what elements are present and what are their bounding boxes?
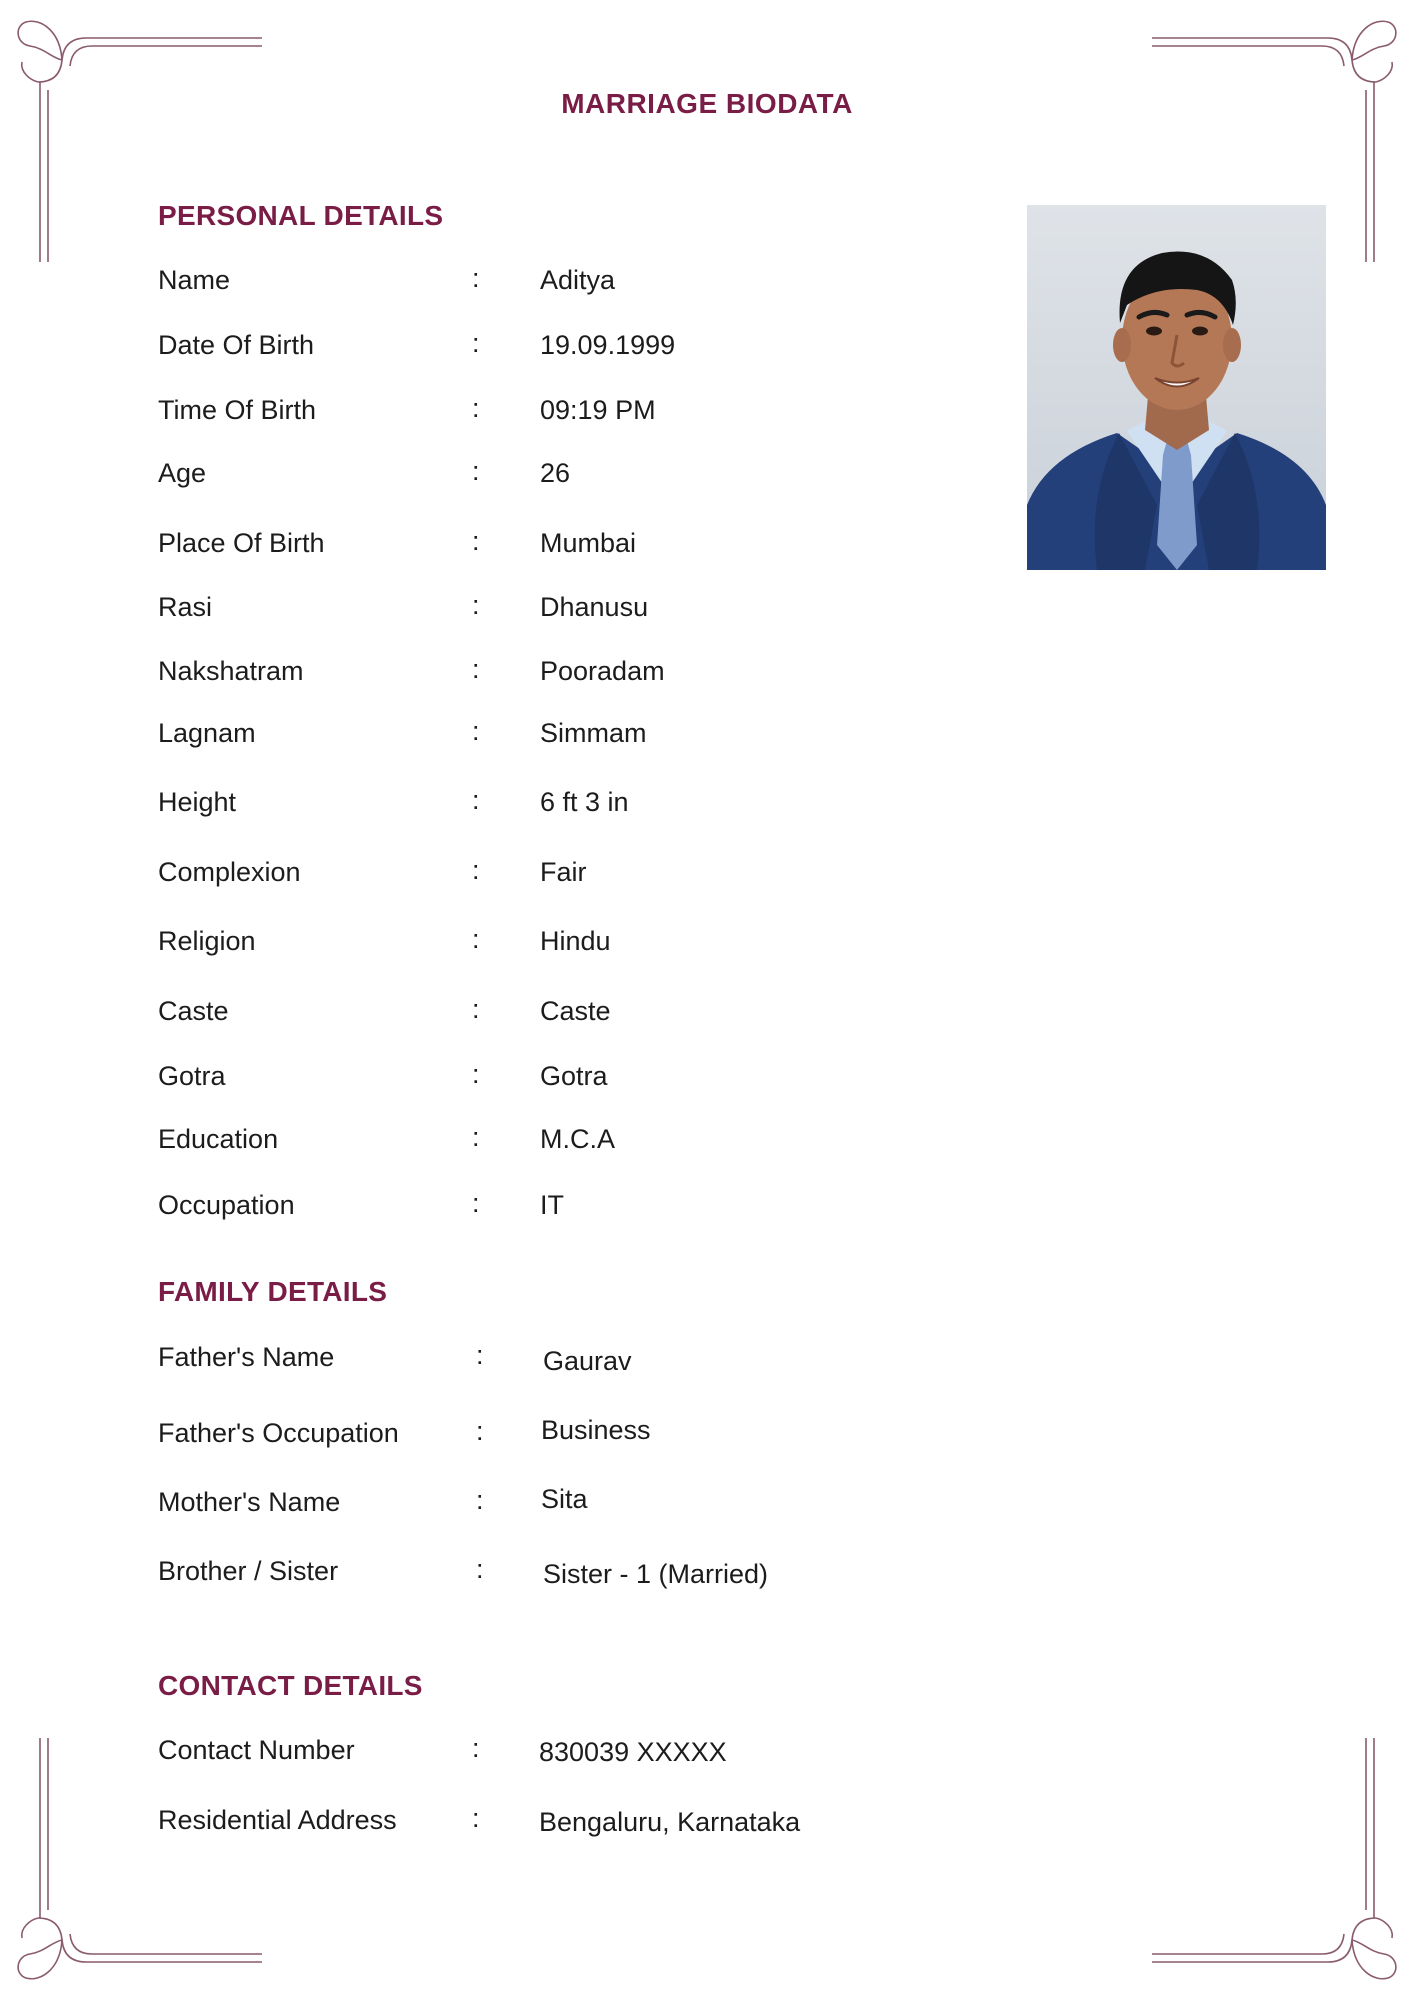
document-title: MARRIAGE BIODATA: [561, 88, 853, 119]
detail-row-fathers-occupation: [0, 1415, 1414, 1458]
field-separator: :: [472, 654, 480, 684]
detail-row-height: [0, 787, 1414, 827]
detail-row-religion: [0, 926, 1414, 966]
detail-row-nakshatram: [0, 656, 1414, 696]
field-value: Pooradam: [540, 656, 665, 686]
field-separator: :: [472, 1122, 480, 1152]
field-value: Aditya: [540, 265, 616, 295]
field-label: Height: [158, 787, 237, 817]
field-separator: :: [476, 1485, 484, 1515]
field-label: Contact Number: [158, 1735, 355, 1765]
field-label: Religion: [158, 926, 256, 956]
field-separator: :: [472, 526, 480, 556]
field-label: Residential Address: [158, 1805, 397, 1835]
detail-row-mothers-name: [0, 1484, 1414, 1527]
field-label: Caste: [158, 996, 229, 1026]
field-separator: :: [472, 393, 480, 423]
field-label: Father's Name: [158, 1342, 335, 1372]
field-label: Date Of Birth: [158, 330, 315, 360]
field-separator: :: [472, 785, 480, 815]
detail-row-gotra: [0, 1061, 1414, 1101]
field-separator: :: [476, 1416, 484, 1446]
field-value: Caste: [540, 996, 611, 1026]
field-separator: :: [472, 328, 480, 358]
field-value: IT: [540, 1190, 564, 1220]
field-value: Simmam: [540, 718, 647, 748]
field-label: Occupation: [158, 1190, 295, 1220]
field-value: Gaurav: [543, 1346, 632, 1376]
family-details-heading: FAMILY DETAILS: [158, 1276, 388, 1307]
field-label: Age: [158, 458, 207, 488]
field-value: Fair: [540, 857, 587, 887]
field-label: Rasi: [158, 592, 213, 622]
field-separator: :: [472, 855, 480, 885]
detail-row-residential-address: [0, 1805, 1414, 1845]
field-label: Mother's Name: [158, 1487, 341, 1517]
field-value: 26: [540, 458, 571, 488]
personal-details-heading: PERSONAL DETAILS: [158, 200, 444, 231]
field-value: 09:19 PM: [540, 395, 656, 425]
field-separator: :: [472, 1733, 480, 1763]
detail-row-fathers-name: [0, 1342, 1414, 1382]
field-value: Sita: [541, 1484, 588, 1514]
field-separator: :: [472, 1059, 480, 1089]
field-separator: :: [472, 716, 480, 746]
field-value: Dhanusu: [540, 592, 649, 622]
field-value: 19.09.1999: [540, 330, 676, 360]
field-value: Business: [541, 1415, 651, 1445]
field-label: Education: [158, 1124, 279, 1154]
field-separator: :: [476, 1340, 484, 1370]
field-value: Mumbai: [540, 528, 637, 558]
detail-row-contact-number: [0, 1735, 1414, 1775]
detail-row-complexion: [0, 857, 1414, 897]
field-separator: :: [472, 994, 480, 1024]
profile-photo: [1027, 205, 1326, 570]
field-separator: :: [476, 1554, 484, 1584]
detail-row-lagnam: [0, 718, 1414, 758]
detail-row-brother-sister: [0, 1556, 1414, 1596]
field-separator: :: [472, 1188, 480, 1218]
field-separator: :: [472, 456, 480, 486]
field-label: Gotra: [158, 1061, 226, 1091]
contact-details-heading: CONTACT DETAILS: [158, 1670, 423, 1701]
field-label: Brother / Sister: [158, 1556, 339, 1586]
detail-row-education: [0, 1124, 1414, 1164]
field-value: 830039 XXXXX: [539, 1737, 727, 1767]
field-value: 6 ft 3 in: [540, 787, 629, 817]
field-value: Sister - 1 (Married): [543, 1559, 769, 1589]
field-value: Gotra: [540, 1061, 608, 1091]
field-label: Name: [158, 265, 231, 295]
field-separator: :: [472, 590, 480, 620]
field-separator: :: [472, 1803, 480, 1833]
field-value: Bengaluru, Karnataka: [539, 1807, 801, 1837]
field-label: Complexion: [158, 857, 301, 887]
field-separator: :: [472, 263, 480, 293]
field-value: Hindu: [540, 926, 611, 956]
detail-row-caste: [0, 996, 1414, 1036]
field-label: Nakshatram: [158, 656, 304, 686]
detail-row-occupation: [0, 1190, 1414, 1230]
field-value: M.C.A: [540, 1124, 616, 1154]
field-label: Father's Occupation: [158, 1418, 399, 1448]
detail-row-rasi: [0, 592, 1414, 632]
field-label: Lagnam: [158, 718, 256, 748]
field-separator: :: [472, 924, 480, 954]
field-label: Time Of Birth: [158, 395, 317, 425]
field-label: Place Of Birth: [158, 528, 325, 558]
